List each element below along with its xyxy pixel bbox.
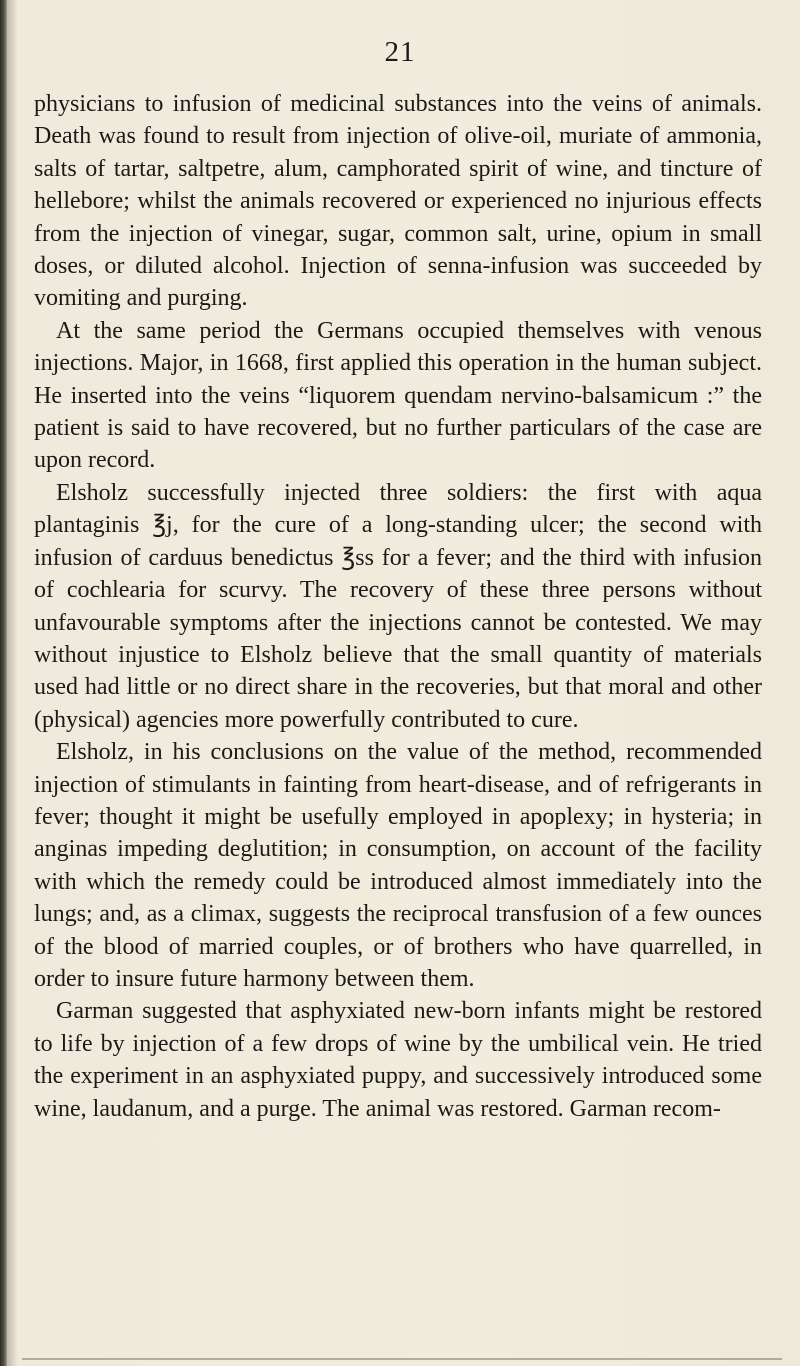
page-number: 21 <box>384 36 416 68</box>
paragraph-garman: Garman suggested that asphyxiated new-born infants might be restored to life by injection of a few drops of wine by the umbilical vein. He tried the experiment in an asphyxiated puppy, and successively introduced some wine, laudanum, and a purge. The animal was restored. Garman recom- <box>34 998 762 1122</box>
paragraph-continuation: physicians to infusion of medicinal substances into the veins of animals. Death was found to result from injection of olive-oil, muriate of ammonia, salts of tartar, saltpetre, alum, camphorated spirit of wine, and tincture of hellebore; whilst the animals recovered or experienced no injurious effects from the injection of vinegar, sugar, common salt, urine, opium in small doses, or diluted alcohol. Injection of senna-infusion was succeeded by vomiting and purging. <box>34 91 762 312</box>
binding-shadow <box>8 0 18 1366</box>
page-bottom-edge <box>22 1358 782 1360</box>
paragraph-elsholz-soldiers: Elsholz successfully injected three soldiers: the first with aqua plantaginis ℥j, for the cure of a long-standing ulcer; the second with infusion of carduus benedictus ℥ss for a fever; and the third with infusion of cochlearia for scurvy. The recovery of these three persons without unfavourable symptoms after the injections cannot be contested. We may without injustice to Elsholz believe that the small quantity of materials used had little or no direct share in the recoveries, but that moral and other (physical) agencies more powerfully contributed to cure. <box>34 479 762 733</box>
book-binding-edge <box>0 0 8 1366</box>
body-text <box>34 88 762 1125</box>
paragraph-elsholz-conclusions: Elsholz, in his conclusions on the value of the method, recommended injection of stimulants in fainting from heart-disease, and of refrigerants in fever; thought it might be usefully employed in apoplexy; in hysteria; in anginas impeding deglutition; in consumption, on account of the facility with which the remedy could be introduced almost immediately into the lungs; and, as a climax, suggests the reciprocal transfusion of a few ounces of the blood of married couples, or of brothers who have quarrelled, in order to insure future harmony between them. <box>34 739 762 992</box>
paragraph-venous-injections: At the same period the Germans occupied themselves with venous injections. Major, in 1668, first applied this operation in the human subject. He inserted into the veins “liquorem quendam nervino-balsamicum :” the patient is said to have recovered, but no further particulars of the case are upon record. <box>34 317 762 474</box>
